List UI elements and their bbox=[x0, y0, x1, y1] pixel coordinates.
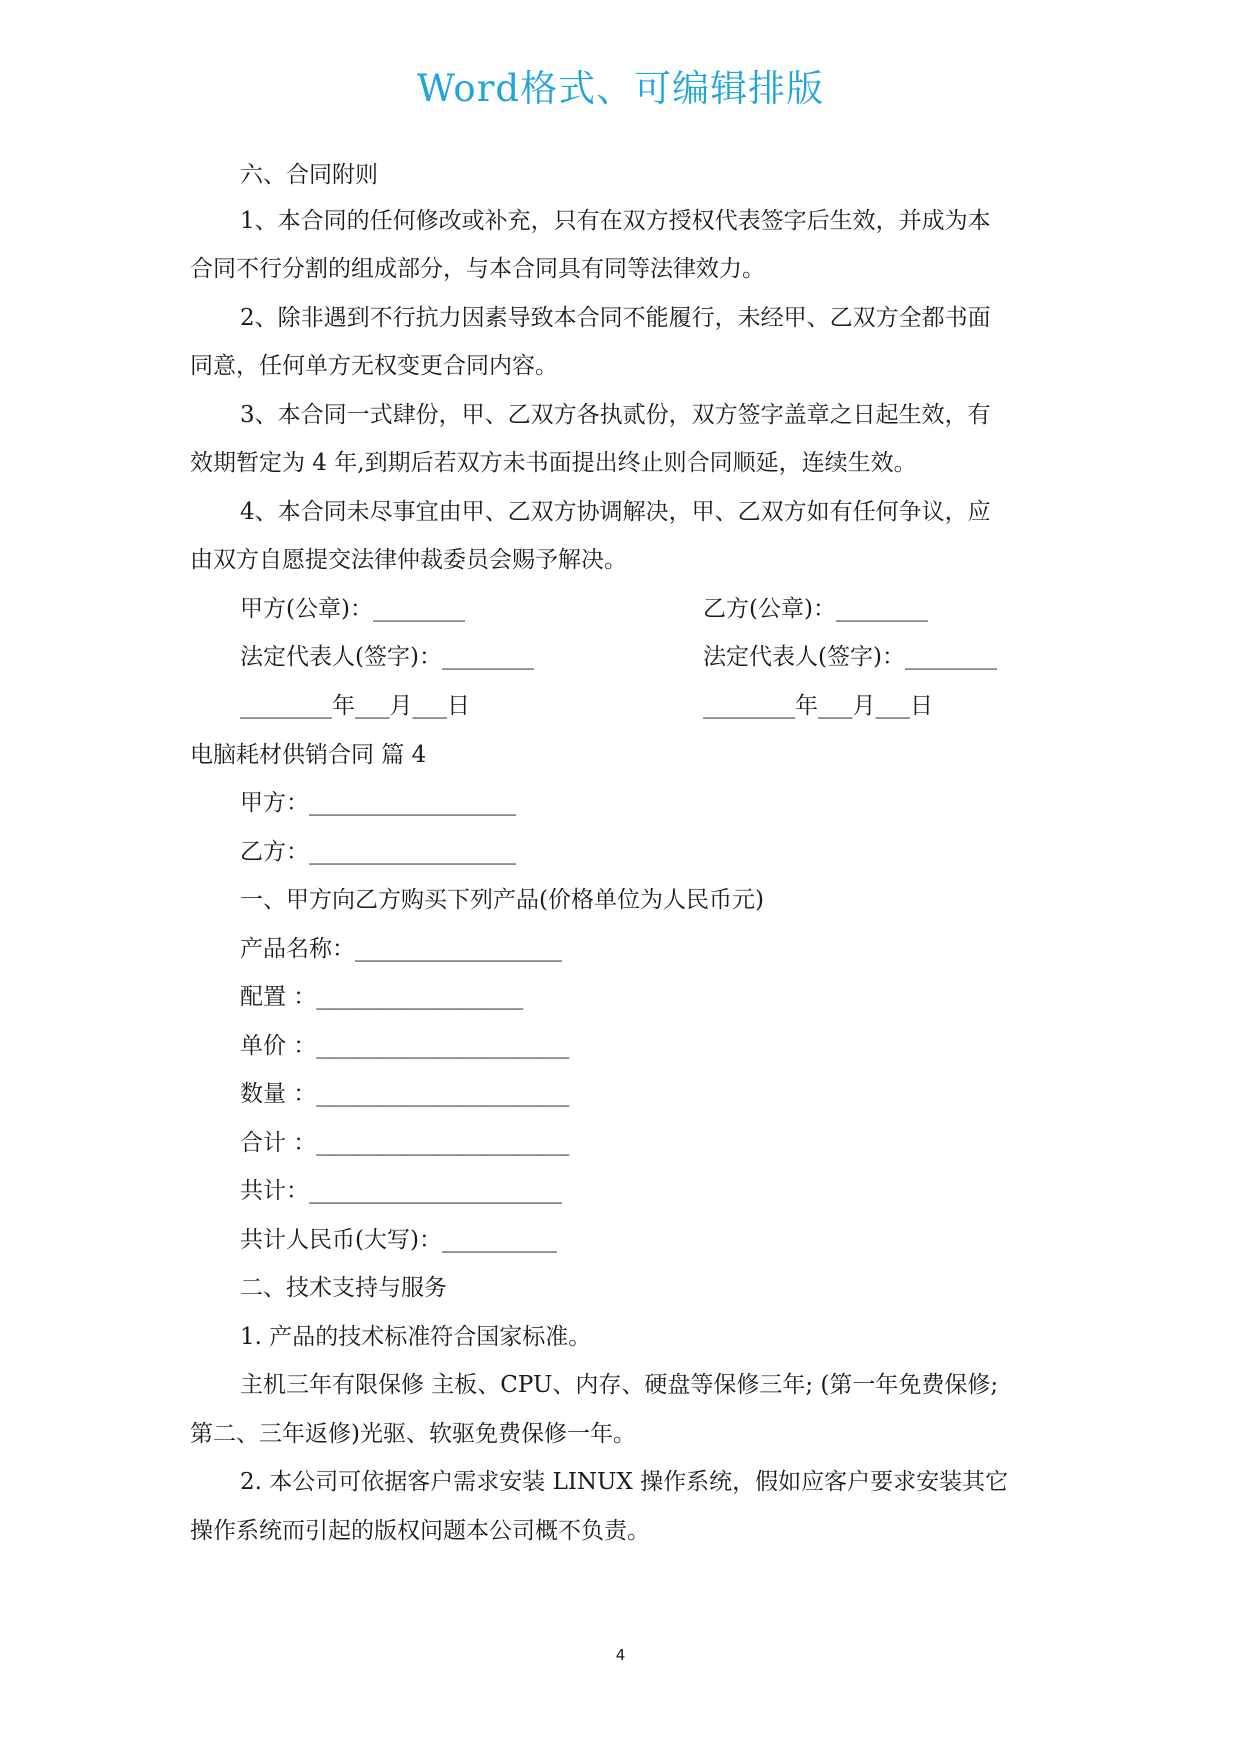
product-name-line: 产品名称：__________________ bbox=[240, 936, 562, 962]
party-a-line: 甲方：__________________ bbox=[240, 790, 516, 816]
config-line: 配置 ：__________________ bbox=[240, 984, 524, 1010]
subtotal-line: 合计 ：______________________ bbox=[240, 1130, 570, 1156]
section6-heading: 六、合同附则 bbox=[240, 162, 378, 188]
paragraph-1-line-2: 合同不行分割的组成部分，与本合同具有同等法律效力。 bbox=[190, 256, 765, 282]
paragraph-2-line-1: 2、除非遇到不行抗力因素导致本合同不能履行，未经甲、乙双方全都书面 bbox=[240, 305, 991, 331]
party-a-representative: 法定代表人(签字)：________ bbox=[240, 644, 534, 670]
warranty-line-1: 主机三年有限保修 主板、CPU、内存、硬盘等保修三年; (第一年免费保修; bbox=[240, 1372, 999, 1398]
party-a-seal: 甲方(公章)：________ bbox=[240, 596, 465, 622]
page-number: 4 bbox=[615, 1646, 626, 1664]
section2-item-1: 1. 产品的技术标准符合国家标准。 bbox=[240, 1324, 592, 1350]
section2-item-2-line-2: 操作系统而引起的版权问题本公司概不负责。 bbox=[190, 1518, 650, 1544]
header-title: Word格式、可编辑排版 bbox=[416, 67, 825, 110]
total-line: 共计：______________________ bbox=[240, 1178, 562, 1204]
section1-heading: 一、甲方向乙方购买下列产品(价格单位为人民币元) bbox=[240, 887, 764, 913]
party-b-line: 乙方：__________________ bbox=[240, 839, 516, 865]
unit-price-line: 单价 ：______________________ bbox=[240, 1033, 570, 1059]
paragraph-2-line-2: 同意，任何单方无权变更合同内容。 bbox=[190, 353, 558, 379]
party-b-seal: 乙方(公章)：________ bbox=[703, 596, 928, 622]
party-a-date: ________年___月___日 bbox=[240, 693, 470, 719]
paragraph-1-line-1: 1、本合同的任何修改或补充，只有在双方授权代表签字后生效，并成为本 bbox=[240, 208, 991, 234]
warranty-line-2: 第二、三年返修)光驱、软驱免费保修一年。 bbox=[190, 1421, 636, 1447]
section2-item-2-line-1: 2. 本公司可依据客户需求安装 LINUX 操作系统，假如应客户要求安装其它 bbox=[240, 1469, 1009, 1495]
party-b-representative: 法定代表人(签字)：________ bbox=[703, 644, 997, 670]
contract-4-title: 电脑耗材供销合同 篇 4 bbox=[190, 742, 427, 768]
total-rmb-line: 共计人民币(大写)：__________ bbox=[240, 1227, 557, 1253]
paragraph-4-line-2: 由双方自愿提交法律仲裁委员会赐予解决。 bbox=[190, 547, 627, 573]
paragraph-3-line-2: 效期暂定为 4 年,到期后若双方未书面提出终止则合同顺延，连续生效。 bbox=[190, 450, 917, 476]
paragraph-3-line-1: 3、本合同一式肆份，甲、乙双方各执贰份，双方签字盖章之日起生效，有 bbox=[240, 402, 991, 428]
section2-heading: 二、技术支持与服务 bbox=[240, 1275, 447, 1301]
quantity-line: 数量 ：______________________ bbox=[240, 1081, 570, 1107]
party-b-date: ________年___月___日 bbox=[703, 693, 933, 719]
paragraph-4-line-1: 4、本合同未尽事宜由甲、乙双方协调解决，甲、乙双方如有任何争议，应 bbox=[240, 499, 991, 525]
